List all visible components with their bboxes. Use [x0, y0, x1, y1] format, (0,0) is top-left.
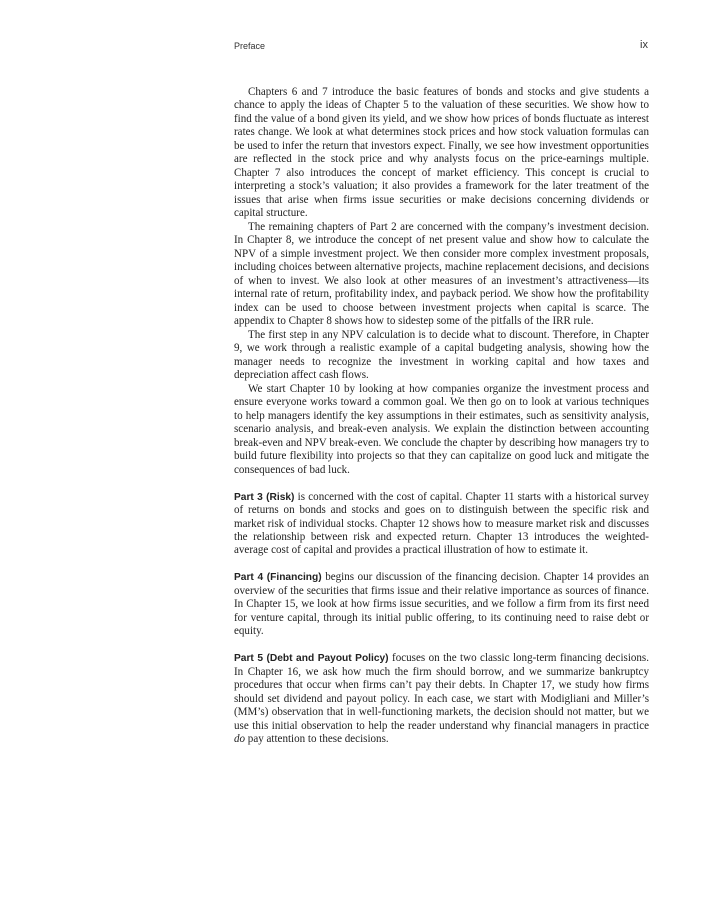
part-5-heading: Part 5 (Debt and Payout Policy) — [234, 653, 389, 665]
paragraph-part-3 — [234, 491, 649, 558]
paragraph-part-4 — [234, 571, 649, 638]
part-4-text: begins our discussion of the financing decision. Chapter 14 provides an overview of the securities that firms issue and their relative importance as sources of finance. In Chapter 15, we look at how firms issue securities, and we follow a firm from its first need for venture capital, through its initial public offering, to its continuing need to raise debt or equity. — [234, 571, 649, 638]
part-5-text-a: focuses on the two classic long-term financing decisions. In Chapter 16, we ask how much the firm should borrow, and we summarize bankruptcy procedures that occur when firms can’t pay their debts. In Chapter 17, we study how firms should set dividend and payout policy. In each case, we start with Modigliani and Miller’s (MM’s) observation that in well-functioning markets, the decision should not matter, but we use this initial observation to help the reader understand why financial managers in practice — [234, 652, 649, 732]
part-4-heading: Part 4 (Financing) — [234, 572, 322, 584]
part-5-text-b: pay attention to these decisions. — [245, 733, 389, 746]
running-head-section: Preface — [234, 41, 266, 51]
paragraph-part-5 — [234, 652, 649, 746]
paragraph-investment-decision: The remaining chapters of Part 2 are concerned with the company’s investment decision. In Chapter 8, we introduce the concept of net present value and show how to calculate the NPV of a simple investment project. We then consider more complex investment proposals, including choices between alternative projects, machine replacement decisions, and decisions of when to invest. We also look at other measures of an investment’s attractiveness—its internal rate of return, profitability index, and payback period. We show how the profitability index can be used to choose between investment projects when capital is scarce. The appendix to Chapter 8 shows how to sidestep some of the pitfalls of the IRR rule. — [234, 220, 649, 328]
part-3-text: is concerned with the cost of capital. Chapter 11 starts with a historical survey of returns on bonds and stocks and goes on to distinguish between the specific risk and market risk of individual stocks. Chapter 12 shows how to measure market risk and discusses the relationship between risk and expected return. Chapter 13 introduces the weighted-average cost of capital and provides a practical illustration of how to estimate it. — [234, 490, 649, 557]
part-3-heading: Part 3 (Risk) — [234, 491, 295, 503]
paragraph-npv-calculation: The first step in any NPV calculation is to decide what to discount. Therefore, in Chapter 9, we work through a realistic example of a capital budgeting analysis, showing how the manager needs to recognize the investment in working capital and how taxes and depreciation affect cash flows. — [234, 328, 649, 382]
paragraph-bonds-stocks: Chapters 6 and 7 introduce the basic features of bonds and stocks and give students a chance to apply the ideas of Chapter 5 to the valuation of these securities. We show how to find the value of a bond given its yield, and we show how prices of bonds fluctuate as interest rates change. We look at what determines stock prices and how stock valuation formulas can be used to infer the return that investors expect. Finally, we see how investment opportunities are reflected in the stock price and why analysts focus on the price-earnings multiple. Chapter 7 also introduces the concept of market efficiency. This concept is crucial to interpreting a stock’s valuation; it also provides a framework for the later treatment of the issues that arise when firms issue securities or make decisions concerning dividends or capital structure. — [234, 86, 649, 220]
body-text — [234, 86, 649, 747]
running-head — [234, 39, 650, 53]
part-5-emphasis: do — [234, 733, 246, 746]
paragraph-chapter-10: We start Chapter 10 by looking at how companies organize the investment process and ensure everyone works toward a common goal. We then go on to look at various techniques to help managers identify the key assumptions in their estimates, such as sensitivity analysis, scenario analysis, and break-even analysis. We explain the distinction between accounting break-even and NPV break-even. We conclude the chapter by describing how managers try to build future flexibility into projects so that they can capitalize on good luck and mitigate the consequences of bad luck. — [234, 382, 649, 476]
page-number: ix — [640, 39, 648, 51]
